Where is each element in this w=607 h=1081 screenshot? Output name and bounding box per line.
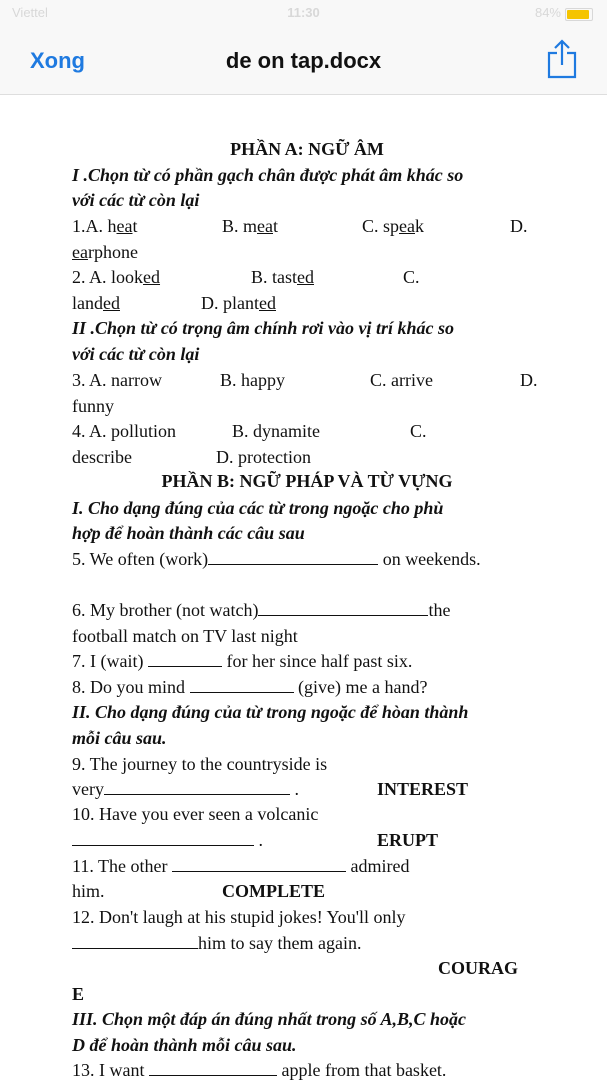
carrier-label: Viettel <box>12 5 48 20</box>
document-title: de on tap.docx <box>225 48 382 73</box>
question-10-line-2: . <box>72 829 263 851</box>
word-cue: ERUPT <box>377 830 439 850</box>
question-6-line-2: football match on TV last night <box>72 626 298 646</box>
question-2-option-a: 2. A. looked <box>72 267 161 287</box>
instruction-line: mỗi câu sau. <box>72 728 167 748</box>
question-2-option-b: B. tasted <box>251 267 315 287</box>
question-11: 11. The other admired <box>72 856 410 876</box>
question-9: 9. The journey to the countryside is <box>72 754 328 774</box>
answer-blank <box>172 857 346 872</box>
instruction-line: III. Chọn một đáp án đúng nhất trong số A,B,C hoặc <box>72 1009 466 1029</box>
answer-blank <box>72 831 254 846</box>
answer-blank <box>148 652 222 667</box>
question-7: 7. I (wait) for her since half past six. <box>72 651 413 671</box>
question-3-option-d-word: funny <box>72 396 114 416</box>
question-13: 13. I want apple from that basket. <box>72 1060 447 1080</box>
question-4-option-c: C. <box>410 421 427 441</box>
battery-fill <box>567 10 589 19</box>
instruction-line: hợp để hoàn thành các câu sau <box>72 523 305 543</box>
question-1-option-d: D. <box>510 216 528 236</box>
question-3-option-a: 3. A. narrow <box>72 370 162 390</box>
answer-blank <box>190 678 294 693</box>
section-heading-a: PHẦN A: NGỮ ÂM <box>230 139 384 159</box>
question-1-option-a: 1.A. heat <box>72 216 138 236</box>
battery-percent: 84% <box>534 5 561 20</box>
question-4-option-a: 4. A. pollution <box>72 421 177 441</box>
status-bar <box>0 0 607 28</box>
question-5: 5. We often (work) on weekends. <box>72 549 481 569</box>
instruction-line: với các từ còn lại <box>72 344 200 364</box>
question-10: 10. Have you ever seen a volcanic <box>72 804 319 824</box>
instruction-line: II. Cho dạng đúng của từ trong ngoặc để hòan thành <box>72 702 469 722</box>
question-4-option-b: B. dynamite <box>232 421 320 441</box>
section-heading-b: PHẦN B: NGỮ PHÁP VÀ TỪ VỰNG <box>161 471 453 491</box>
question-3-option-d: D. <box>520 370 538 390</box>
question-3-option-b: B. happy <box>220 370 285 390</box>
question-9-line-2: very . <box>72 779 299 799</box>
answer-blank <box>104 780 290 795</box>
answer-blank <box>149 1061 277 1076</box>
question-11-line-2: him. <box>72 881 105 901</box>
battery-icon <box>565 8 593 21</box>
word-cue: COURAG <box>438 958 518 978</box>
instruction-line: I .Chọn từ có phần gạch chân được phát âm khác so <box>72 165 464 185</box>
question-2-option-c: C. <box>403 267 420 287</box>
word-cue: COMPLETE <box>222 881 326 901</box>
status-time: 11:30 <box>287 5 320 20</box>
question-2-option-d: D. planted <box>201 293 276 313</box>
instruction-line: II .Chọn từ có trọng âm chính rơi vào vị trí khác so <box>72 318 455 338</box>
navigation-bar <box>0 28 607 95</box>
instruction-line: D để hoàn thành mỗi câu sau. <box>72 1035 297 1055</box>
question-1-option-c: C. speak <box>362 216 424 236</box>
instruction-line: với các từ còn lại <box>72 190 200 210</box>
answer-blank <box>72 934 198 949</box>
answer-blank <box>208 550 378 565</box>
question-4-option-d: D. protection <box>216 447 311 467</box>
answer-blank <box>258 601 428 616</box>
share-icon[interactable] <box>545 39 579 79</box>
question-8: 8. Do you mind (give) me a hand? <box>72 677 428 697</box>
instruction-line: I. Cho dạng đúng của các từ trong ngoặc cho phù <box>72 498 444 518</box>
question-1-option-b: B. meat <box>222 216 279 236</box>
question-4-option-c-word: describe <box>72 447 132 467</box>
word-cue-continued: E <box>72 984 85 1004</box>
question-6: 6. My brother (not watch) the <box>72 600 451 620</box>
question-1-option-d-word: earphone <box>72 242 138 262</box>
done-button[interactable]: Xong <box>30 48 85 73</box>
question-12: 12. Don't laugh at his stupid jokes! You'll only <box>72 907 406 927</box>
question-12-line-2: him to say them again. <box>72 932 361 954</box>
question-2-option-c-word: landed <box>72 293 120 313</box>
word-cue: INTEREST <box>377 779 469 799</box>
question-3-option-c: C. arrive <box>370 370 433 390</box>
